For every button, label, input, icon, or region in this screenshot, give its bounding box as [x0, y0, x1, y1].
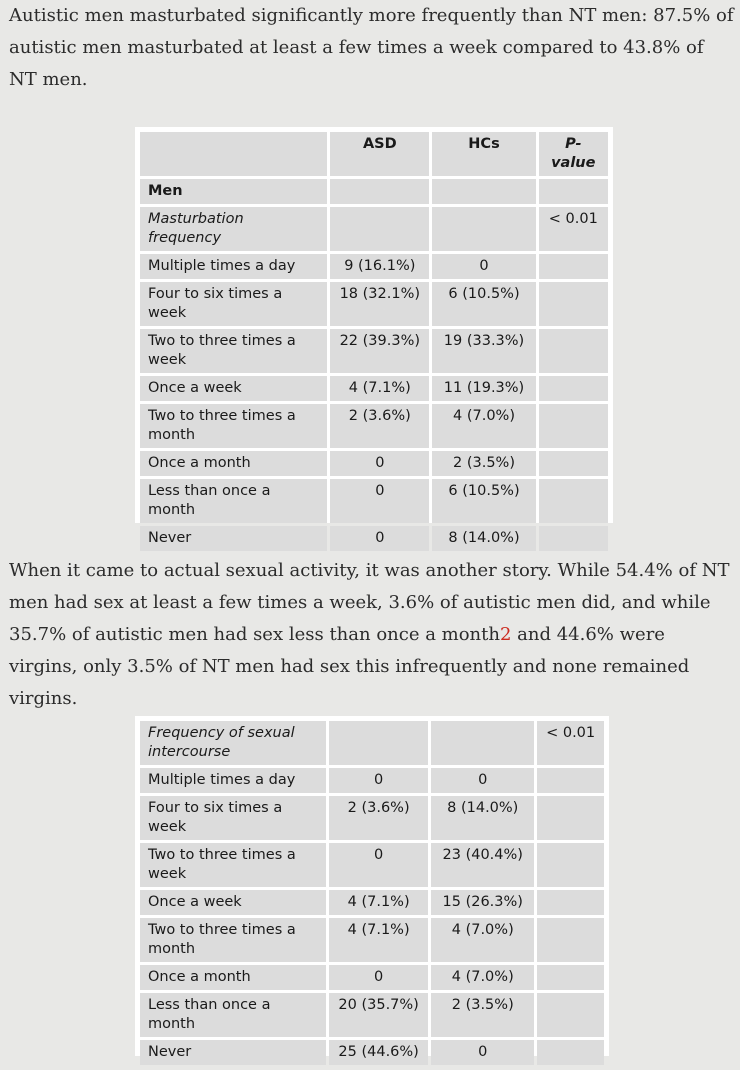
- row-label: Once a week: [140, 890, 326, 915]
- row-label: Two to three times a week: [140, 843, 326, 887]
- asd-value: 2 (3.6%): [330, 404, 429, 448]
- asd-value: 0: [329, 768, 428, 793]
- row-label: Two to three times a month: [140, 404, 327, 448]
- hcs-value: 23 (40.4%): [431, 843, 534, 887]
- p-value-cell: [537, 796, 604, 840]
- asd-value: 0: [329, 843, 428, 887]
- paragraph-masturbation: Autistic men masturbated significantly more frequently than NT men: 87.5% of autistic men masturbated at least a few times a week compared to 43.8% of NT men.: [9, 5, 734, 90]
- hcs-value: 6 (10.5%): [432, 282, 535, 326]
- row-label: Less than once a month: [140, 993, 326, 1037]
- table-row: [140, 254, 608, 279]
- table-row: [140, 965, 604, 990]
- p-value-cell: [539, 479, 608, 523]
- paragraph-sexual-activity: [9, 555, 735, 715]
- row-label: Two to three times a week: [140, 329, 327, 373]
- table-row: [140, 404, 608, 448]
- table-masturbation: [137, 129, 611, 554]
- asd-value: 9 (16.1%): [330, 254, 429, 279]
- hcs-value: 15 (26.3%): [431, 890, 534, 915]
- hcs-value: 4 (7.0%): [431, 965, 534, 990]
- table-row: [140, 282, 608, 326]
- section-p-value: < 0.01: [539, 207, 608, 251]
- p-value-cell: [539, 526, 608, 551]
- asd-value: 22 (39.3%): [330, 329, 429, 373]
- paragraph2-text-after: and 44.6% were virgins, only 3.5% of NT men had sex this infrequently and none remained virgins.: [9, 624, 690, 709]
- table-row: [140, 993, 604, 1037]
- row-label: Multiple times a day: [140, 768, 326, 793]
- p-value-cell: [537, 843, 604, 887]
- hcs-value: 2 (3.5%): [432, 451, 535, 476]
- group-label-men: Men: [140, 179, 327, 204]
- table-row: [140, 451, 608, 476]
- table-row: [140, 1040, 604, 1065]
- p-value-cell: [537, 993, 604, 1037]
- asd-value: 2 (3.6%): [329, 796, 428, 840]
- row-label: Four to six times a week: [140, 282, 327, 326]
- section-label: Masturbation frequency: [140, 207, 327, 251]
- table-row: [140, 526, 608, 551]
- table-header-row: [140, 132, 608, 176]
- p-value-cell: [537, 918, 604, 962]
- asd-value: 0: [330, 479, 429, 523]
- hcs-value: 0: [432, 254, 535, 279]
- hcs-value: 4 (7.0%): [432, 404, 535, 448]
- asd-value: 25 (44.6%): [329, 1040, 428, 1065]
- p-value-cell: [539, 282, 608, 326]
- hcs-value: 11 (19.3%): [432, 376, 535, 401]
- row-label: Never: [140, 1040, 326, 1065]
- asd-value: 20 (35.7%): [329, 993, 428, 1037]
- p-value-cell: [537, 768, 604, 793]
- asd-value: 0: [330, 526, 429, 551]
- p-value-cell: [539, 451, 608, 476]
- table-row: [140, 918, 604, 962]
- asd-value: 0: [330, 451, 429, 476]
- row-label: Once a month: [140, 451, 327, 476]
- table-intercourse: [137, 718, 607, 1068]
- section-p-value: < 0.01: [537, 721, 604, 765]
- reference-link-2[interactable]: 2: [499, 624, 512, 645]
- p-value-cell: [537, 965, 604, 990]
- p-value-cell: [539, 404, 608, 448]
- header-hcs: HCs: [432, 132, 535, 176]
- asd-value: 18 (32.1%): [330, 282, 429, 326]
- table-row: [140, 796, 604, 840]
- header-p-value: P-value: [539, 132, 608, 176]
- p-value-cell: [539, 376, 608, 401]
- table-row: [140, 768, 604, 793]
- row-label: Less than once a month: [140, 479, 327, 523]
- row-label: Two to three times a month: [140, 918, 326, 962]
- table-row: [140, 890, 604, 915]
- p-value-cell: [539, 329, 608, 373]
- masturbation-frequency-table: [135, 127, 613, 546]
- asd-value: 4 (7.1%): [329, 918, 428, 962]
- p-value-cell: [537, 890, 604, 915]
- hcs-value: 0: [431, 768, 534, 793]
- asd-value: 0: [329, 965, 428, 990]
- hcs-value: 8 (14.0%): [432, 526, 535, 551]
- header-empty: [140, 132, 327, 176]
- table-row: [140, 376, 608, 401]
- table-row: [140, 479, 608, 523]
- hcs-value: 6 (10.5%): [432, 479, 535, 523]
- hcs-value: 2 (3.5%): [431, 993, 534, 1037]
- p-value-cell: [537, 1040, 604, 1065]
- group-row: [140, 179, 608, 204]
- hcs-value: 19 (33.3%): [432, 329, 535, 373]
- section-label: Frequency of sexual intercourse: [140, 721, 326, 765]
- row-label: Four to six times a week: [140, 796, 326, 840]
- intercourse-frequency-table: [135, 716, 609, 1060]
- table-row: [140, 329, 608, 373]
- row-label: Once a week: [140, 376, 327, 401]
- asd-value: 4 (7.1%): [330, 376, 429, 401]
- asd-value: 4 (7.1%): [329, 890, 428, 915]
- row-label: Once a month: [140, 965, 326, 990]
- paragraph2-text-before: When it came to actual sexual activity, it was another story. While 54.4% of NT men had sex at least a few times a week, 3.6% of autistic men did, and while 35.7% of autistic men had sex less than once a month: [9, 560, 730, 645]
- hcs-value: 0: [431, 1040, 534, 1065]
- p-value-cell: [539, 254, 608, 279]
- header-asd: ASD: [330, 132, 429, 176]
- section-row: [140, 207, 608, 251]
- table-row: [140, 843, 604, 887]
- row-label: Multiple times a day: [140, 254, 327, 279]
- hcs-value: 4 (7.0%): [431, 918, 534, 962]
- section-row: [140, 721, 604, 765]
- hcs-value: 8 (14.0%): [431, 796, 534, 840]
- row-label: Never: [140, 526, 327, 551]
